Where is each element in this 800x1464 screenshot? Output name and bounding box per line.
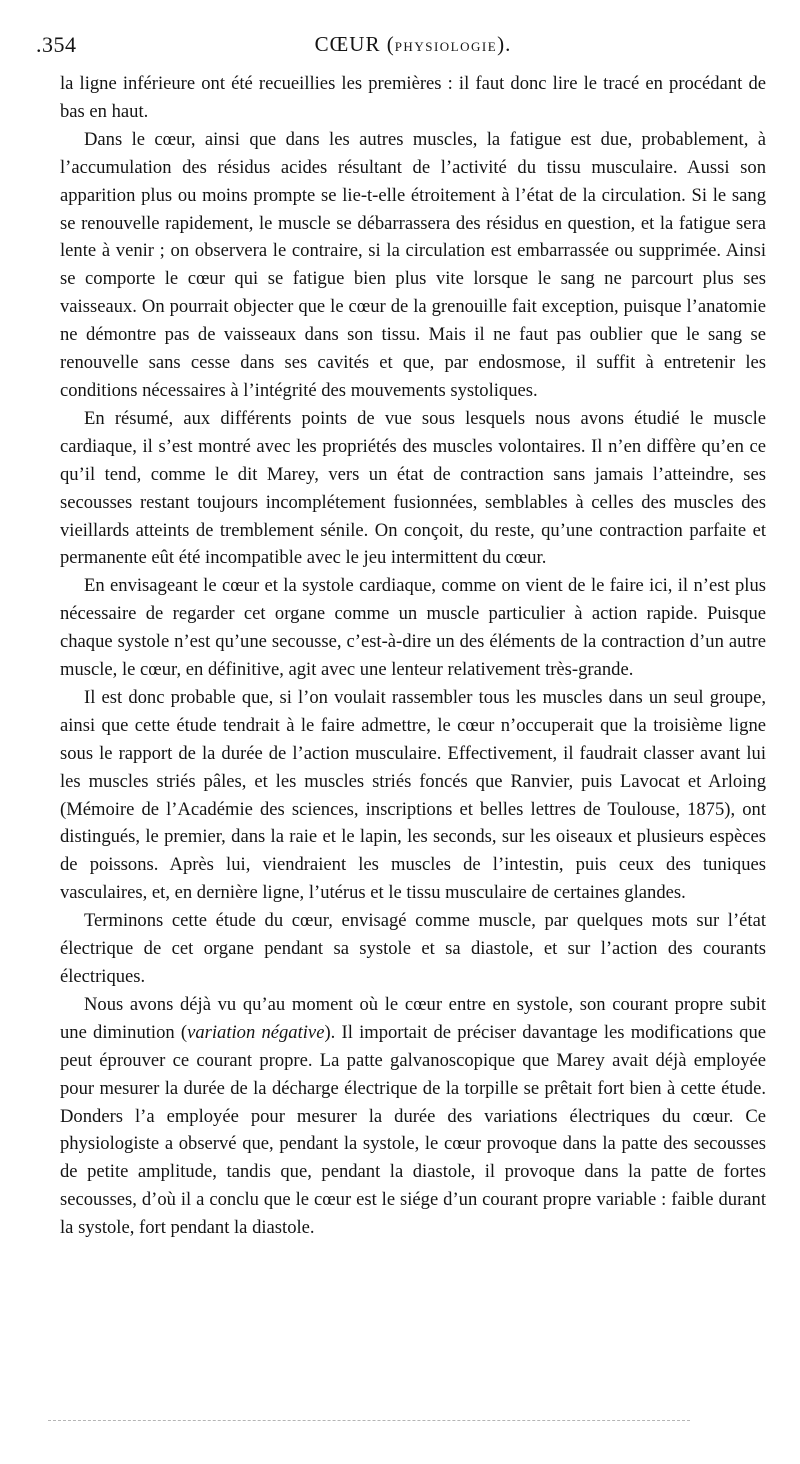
paragraph-resume: En résumé, aux différents points de vue sous lesquels nous avons étudié le muscle cardiaque, il s’est montré avec les propriétés des muscles volontaires. Il n’en diffère qu’en ce qu’il tend, comme le dit Marey, vers un état de contraction sans jamais l’atteindre, ses secousses restant toujours incomplétement fusionnées, semblables à celles des muscles des vieillards atteints de tremblement sénile. On conçoit, du reste, qu’une contraction parfaite et permanente eût été incompatible avec le jeu intermittent du cœur. — [60, 407, 766, 569]
paragraph-continuation: la ligne inférieure ont été recueillies les premières : il faut donc lire le tracé en procédant de bas en haut. — [60, 73, 766, 122]
paragraph-electrical-current — [60, 991, 766, 1242]
page-number: .354 — [36, 32, 77, 57]
emphasis-term: variation négative — [187, 1021, 325, 1043]
title-end: ). — [497, 32, 512, 56]
paragraph-fatigue: Dans le cœur, ainsi que dans les autres muscles, la fatigue est due, probablement, à l’accumulation des résidus acides résultant de l’activité du tissu musculaire. Aussi son apparition plus ou moins prompte se lie-t-elle étroitement à l’état de la circulation. Si le sang se renouvelle rapidement, le muscle se débarrassera des résidus en question, et la fatigue sera lente à venir ; on observera le contraire, si la circulation est embarrassée ou supprimée. Ainsi se comporte le cœur qui se fatigue bien plus vite lorsque le sang ne parcourt plus ses vaisseaux. On pourrait objecter que le cœur de la grenouille fait exception, puisque l’anatomie ne démontre pas de vaisseaux dans son tissu. Mais il ne faut pas oublier que le sang se renouvelle sans cesse dans ses cavités et que, par endosmose, il suffit à entretenir les conditions nécessaires à l’intégrité des mouvements systoliques. — [60, 128, 766, 401]
footer-rule — [48, 1420, 690, 1421]
running-head — [36, 26, 766, 57]
title-main: CŒUR ( — [314, 32, 395, 56]
body-text — [60, 70, 766, 1242]
paragraph-text-before: Nous avons déjà vu qu’au moment où le cœur entre en systole, son courant propre subit une diminution ( — [60, 993, 766, 1043]
paragraph-systole: En envisageant le cœur et la systole cardiaque, comme on vient de le faire ici, il n’est plus nécessaire de regarder cet organe comme un muscle particulier à action rapide. Puisque chaque systole n’est qu’une secousse, c’est-à-dire un des éléments de la contraction d’un autre muscle, le cœur, en définitive, agit avec une lenteur relativement très-grande. — [60, 575, 766, 681]
paragraph-muscle-groups: Il est donc probable que, si l’on voulait rassembler tous les muscles dans un seul groupe, ainsi que cette étude tendrait à le faire admettre, le cœur n’occuperait que la troisième ligne sous le rapport de la durée de l’action musculaire. Effectivement, il faudrait classer avant lui les muscles striés pâles, et les muscles striés foncés que Ranvier, puis Lavocat et Arloing (Mémoire de l’Académie des sciences, inscriptions et belles lettres de Toulouse, 1875), ont distingués, le premier, dans la raie et le lapin, les seconds, sur les oiseaux et plusieurs espèces de poissons. Après lui, viendraient les muscles de l’intestin, puis ceux des tuniques vasculaires, et, en dernière ligne, l’utérus et le tissu musculaire de certaines glandes. — [60, 686, 766, 904]
page-title — [60, 32, 766, 57]
title-smallcaps: PHYSIOLOGIE — [394, 39, 498, 54]
paragraph-electrical-intro: Terminons cette étude du cœur, envisagé comme muscle, par quelques mots sur l’état électrique de cet organe pendant sa systole et sa diastole, et sur l’action des courants électriques. — [60, 910, 766, 987]
paragraph-text-after: ). Il importait de préciser davantage les modifications que peut éprouver ce courant propre. La patte galvanoscopique que Marey avait déjà employée pour mesurer la durée de la décharge électrique de la torpille se prêtait fort bien à cette étude. Donders l’a employée pour mesurer la durée des variations électriques du cœur. Ce physiologiste a observé que, pendant la systole, le cœur provoque dans la patte des secousses de petite amplitude, tandis que, pendant la diastole, il provoque dans la patte de fortes secousses, d’où il a conclu que le cœur est le siége d’un courant propre variable : faible durant la systole, fort pendant la diastole. — [60, 1021, 766, 1239]
